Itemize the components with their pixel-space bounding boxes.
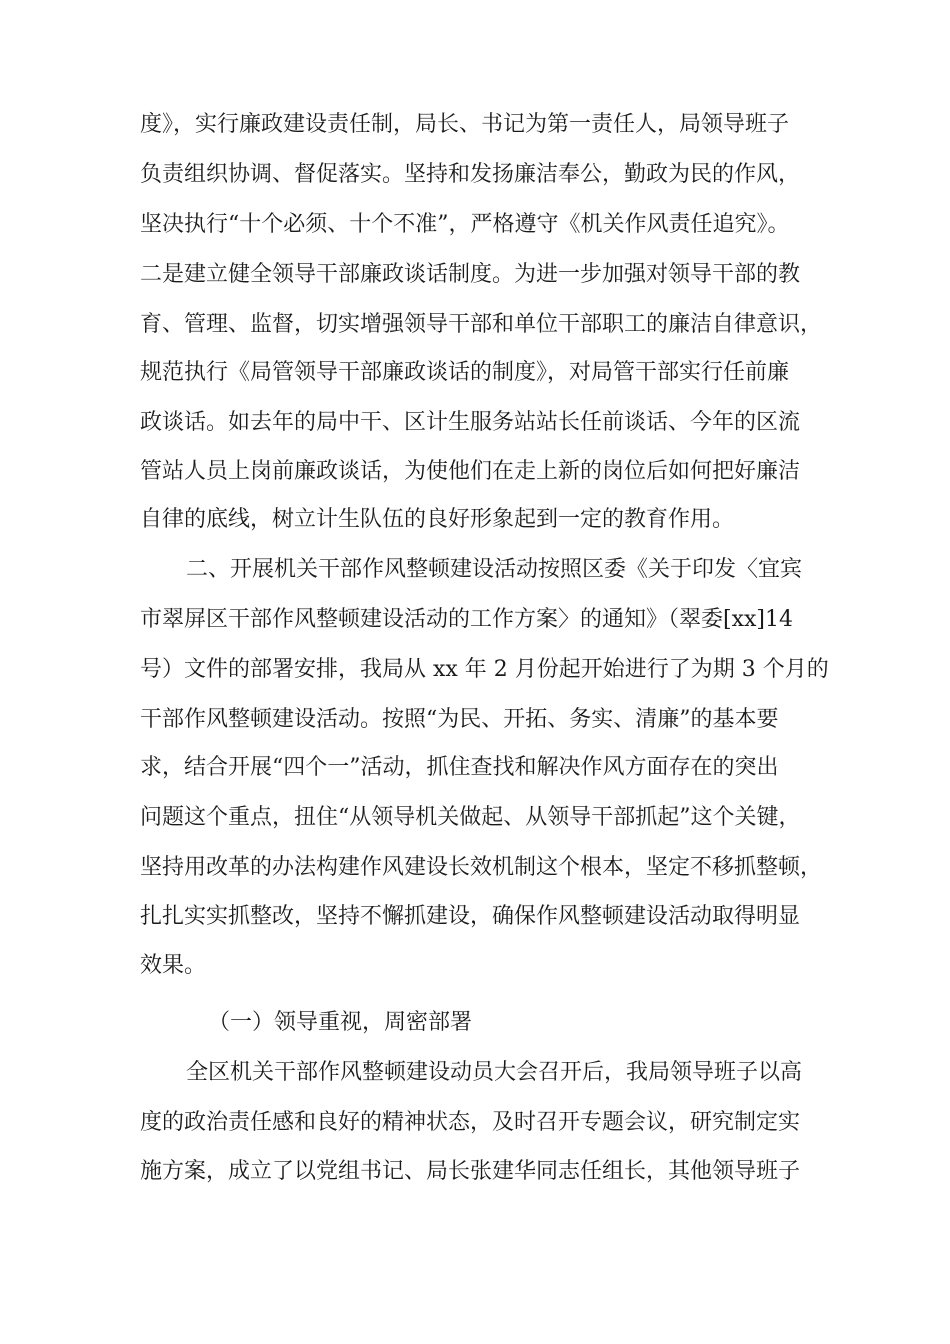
text-line: 干部作风整顿建设活动。按照“为民、开拓、务实、清廉”的基本要 <box>140 707 779 732</box>
text-line: 自律的底线，树立计生队伍的良好形象起到一定的教育作用。 <box>140 507 735 532</box>
section-heading: 二、开展机关干部作风整顿建设活动按照区委《关于印发〈宜宾 <box>186 557 803 582</box>
subsection-heading: （一）领导重视，周密部署 <box>208 1010 473 1035</box>
text-line: 问题这个重点，扭住“从领导机关做起、从领导干部抓起”这个关键， <box>140 805 801 830</box>
text-line: 政谈话。如去年的局中干、区计生服务站站长任前谈话、今年的区流 <box>140 410 801 435</box>
text-line: 规范执行《局管领导干部廉政谈话的制度》，对局管干部实行任前廉 <box>140 360 790 385</box>
text-line: 二是建立健全领导干部廉政谈话制度。为进一步加强对领导干部的教 <box>140 262 801 287</box>
text-line: 度的政治责任感和良好的精神状态，及时召开专题会议，研究制定实 <box>140 1110 801 1135</box>
text-line: 号）文件的部署安排，我局从 xx 年 2 月份起开始进行了为期 3 个月的 <box>140 657 829 682</box>
text-line: 扎扎实实抓整改，坚持不懈抓建设，确保作风整顿建设活动取得明显 <box>140 904 801 929</box>
text-line: 市翠屏区干部作风整顿建设活动的工作方案〉的通知》（翠委[xx]14 <box>140 607 793 632</box>
text-line: 坚决执行“十个必须、十个不准”，严格遵守《机关作风责任追究》。 <box>140 212 790 237</box>
text-line: 施方案，成立了以党组书记、局长张建华同志任组长，其他领导班子 <box>140 1159 801 1184</box>
text-line: 管站人员上岗前廉政谈话，为使他们在走上新的岗位后如何把好廉洁 <box>140 459 801 484</box>
text-line: 负责组织协调、督促落实。坚持和发扬廉洁奉公，勤政为民的作风， <box>140 162 801 187</box>
text-line: 全区机关干部作风整顿建设动员大会召开后，我局领导班子以高 <box>186 1060 803 1085</box>
text-line: 度》，实行廉政建设责任制，局长、书记为第一责任人，局领导班子 <box>140 112 790 137</box>
text-line: 效果。 <box>140 953 207 978</box>
text-line: 求，结合开展“四个一”活动，抓住查找和解决作风方面存在的突出 <box>140 755 779 780</box>
text-line: 育、管理、监督，切实增强领导干部和单位干部职工的廉洁自律意识， <box>140 312 823 337</box>
text-line: 坚持用改革的办法构建作风建设长效机制这个根本，坚定不移抓整顿， <box>140 855 823 880</box>
